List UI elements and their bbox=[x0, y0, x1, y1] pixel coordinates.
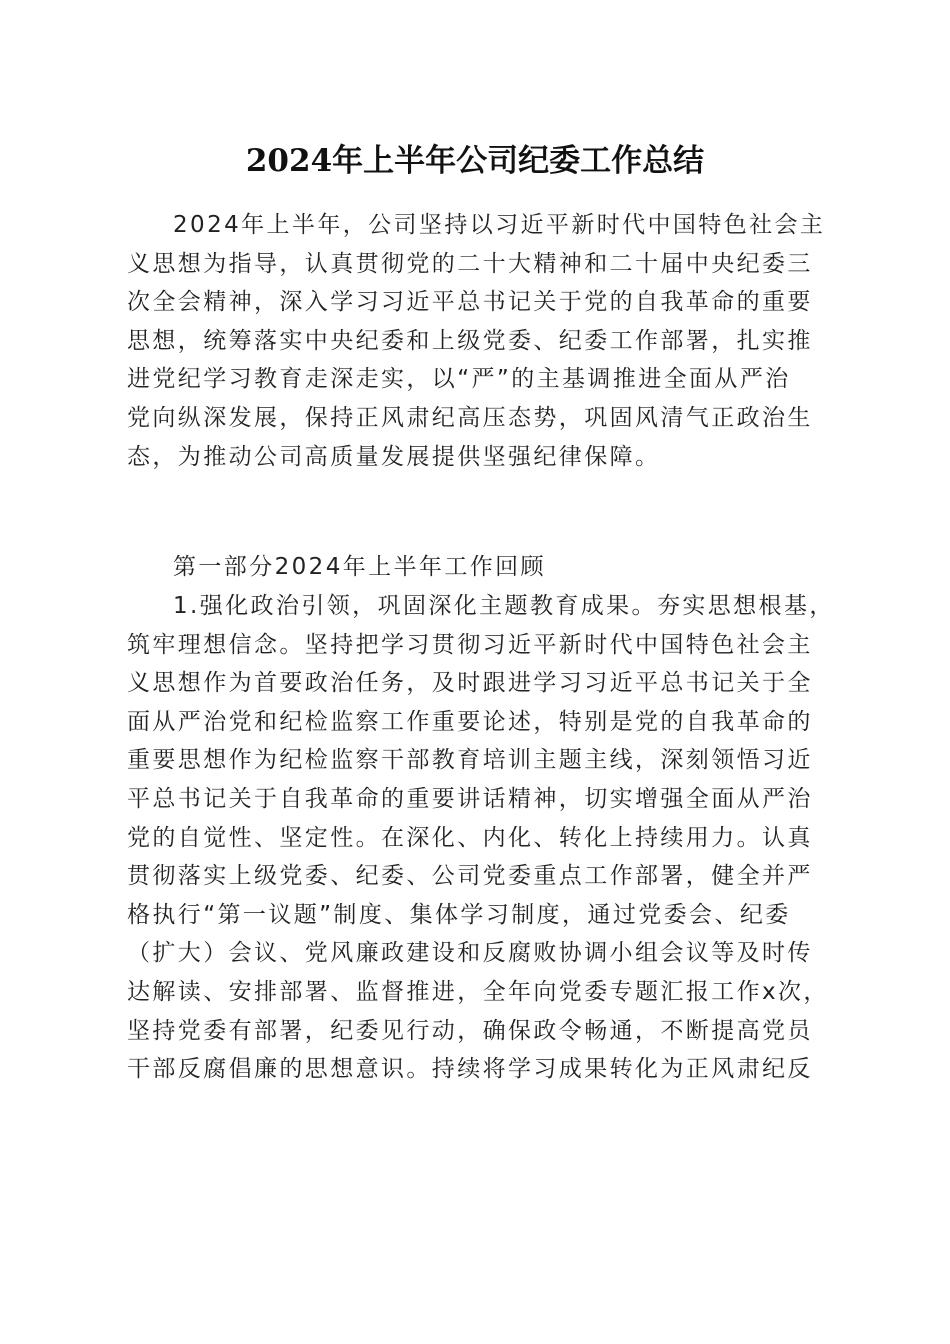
text-line: 达解读、安排部署、监督推进，全年向党委专题汇报工作x次， bbox=[127, 978, 829, 1005]
text-line: 平总书记关于自我革命的重要讲话精神，切实增强全面从严治 bbox=[127, 785, 813, 812]
text-line: 2024年上半年，公司坚持以习近平新时代中国特色社会主 bbox=[173, 212, 826, 238]
section-heading-text: 第一部分2024年上半年工作回顾 bbox=[173, 554, 546, 580]
text-line: 格执行“第一议题”制度、集体学习制度，通过党委会、纪委 bbox=[127, 901, 791, 928]
item-1-paragraph bbox=[127, 587, 835, 1089]
text-line: 党的自觉性、坚定性。在深化、内化、转化上持续用力。认真 bbox=[127, 824, 813, 851]
section-heading bbox=[127, 548, 827, 587]
text-line: 义思想作为首要政治任务，及时跟进学习习近平总书记关于全 bbox=[127, 670, 813, 697]
text-line: 党向纵深发展，保持正风肃纪高压态势，巩固风清气正政治生 bbox=[127, 404, 813, 431]
text-line: 干部反腐倡廉的思想意识。持续将学习成果转化为正风肃纪反 bbox=[127, 1056, 813, 1083]
text-line: 义思想为指导，认真贯彻党的二十大精神和二十届中央纪委三 bbox=[127, 250, 813, 277]
intro-paragraph bbox=[127, 206, 827, 476]
text-line: 态，为推动公司高质量发展提供坚强纪律保障。 bbox=[127, 443, 661, 470]
text-line: （扩大）会议、党风廉政建设和反腐败协调小组会议等及时传 bbox=[127, 940, 813, 967]
text-line: 贯彻落实上级党委、纪委、公司党委重点工作部署，健全并严 bbox=[127, 863, 813, 890]
text-line: 思想，统筹落实中央纪委和上级党委、纪委工作部署，扎实推 bbox=[127, 327, 813, 354]
text-line: 筑牢理想信念。坚持把学习贯彻习近平新时代中国特色社会主 bbox=[127, 631, 813, 658]
text-line: 面从严治党和纪检监察工作重要论述，特别是党的自我革命的 bbox=[127, 708, 813, 735]
text-line: 次全会精神，深入学习习近平总书记关于党的自我革命的重要 bbox=[127, 289, 813, 316]
document-title: 2024年上半年公司纪委工作总结 bbox=[245, 143, 705, 179]
text-line: 重要思想作为纪检监察干部教育培训主题主线，深刻领悟习近 bbox=[127, 747, 813, 774]
text-line: 坚持党委有部署，纪委见行动，确保政令畅通，不断提高党员 bbox=[127, 1017, 813, 1044]
text-line: 进党纪学习教育走深走实，以“严”的主基调推进全面从严治 bbox=[127, 366, 791, 393]
text-line: 1.强化政治引领，巩固深化主题教育成果。夯实思想根基， bbox=[173, 593, 835, 619]
